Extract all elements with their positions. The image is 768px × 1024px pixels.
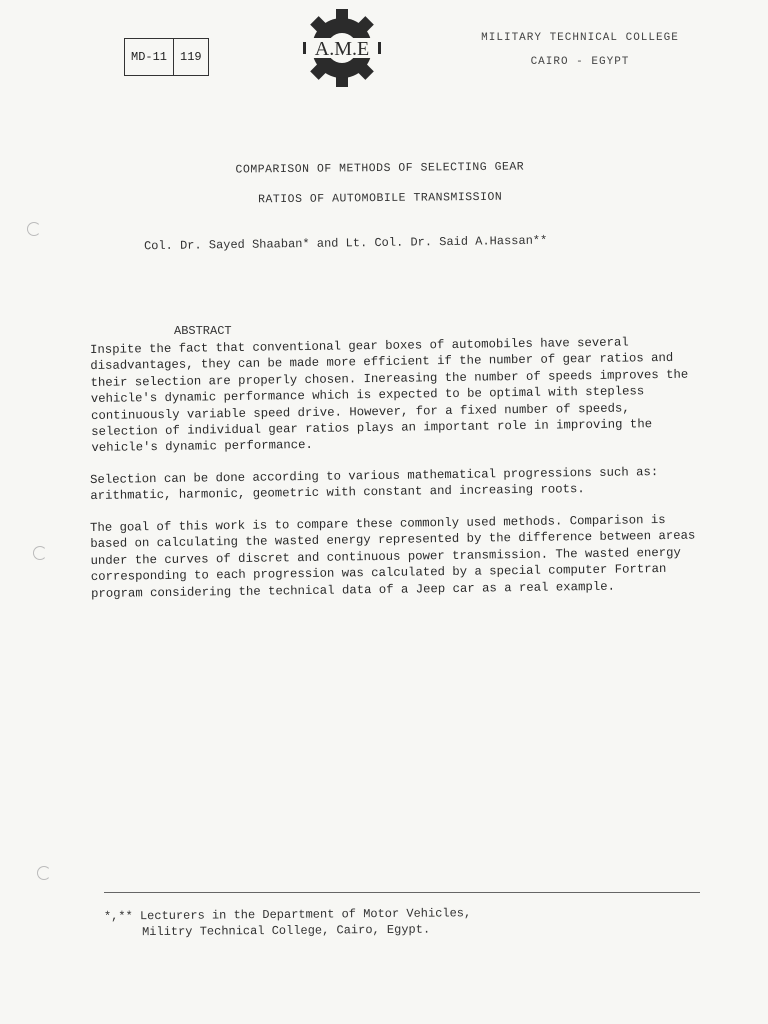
institution-name: MILITARY TECHNICAL COLLEGE — [481, 32, 679, 44]
institution-location: CAIRO - EGYPT — [530, 56, 630, 68]
punch-hole-mark — [27, 222, 41, 236]
abstract-paragraph-2: Selection can be done according to various mathematical progressions such as: arithmatic, harmonic, geometric with constant and increasing roots. — [90, 465, 659, 504]
footnote-line-2: Militry Technical College, Cairo, Egypt. — [142, 922, 431, 940]
page-number: 119 — [173, 39, 208, 75]
footnote — [104, 904, 664, 941]
authors: Col. Dr. Sayed Shaaban* and Lt. Col. Dr. Said A.Hassan** — [143, 233, 548, 254]
paper-code: MD-11 — [131, 50, 168, 64]
punch-hole-mark — [33, 546, 47, 560]
abstract-paragraph-3: The goal of this work is to compare these commonly used methods. Comparison is based on calculating the wasted energy represented by the difference between areas under the curves of discret and continuous power transmission. The wasted energy corresponding to each progression was calculated by a special computer Fortran program considering the technical data of a Jeep car as a real example. — [90, 512, 696, 601]
institution-block — [470, 32, 690, 68]
punch-hole-mark — [37, 866, 51, 880]
paper-code-box — [124, 38, 209, 76]
title-line-2: RATIOS OF AUTOMOBILE TRANSMISSION — [257, 190, 503, 207]
paper-title — [150, 160, 610, 208]
logo-text: A.M.E — [314, 38, 370, 60]
title-line-1: COMPARISON OF METHODS OF SELECTING GEAR — [235, 160, 525, 177]
footnote-rule — [104, 892, 700, 893]
abstract-heading: ABSTRACT — [174, 324, 232, 338]
footnote-line-1: *,** Lecturers in the Department of Motor Vehicles, — [103, 906, 472, 924]
abstract-paragraph-1: Inspite the fact that conventional gear boxes of automobiles have several disadvantages, they can be made more efficient if the number of gear ratios and their selection are properly chosen. Inereasing the number of speeds improves the vehicle's dynamic performance which is expected to be optimal with stepless continuously variable speed drive. However, for a fixed number of speeds, selection of individual gear ratios plays an important role in improving the vehicle's dynamic performance. — [90, 335, 689, 456]
ame-gear-logo — [303, 8, 381, 88]
